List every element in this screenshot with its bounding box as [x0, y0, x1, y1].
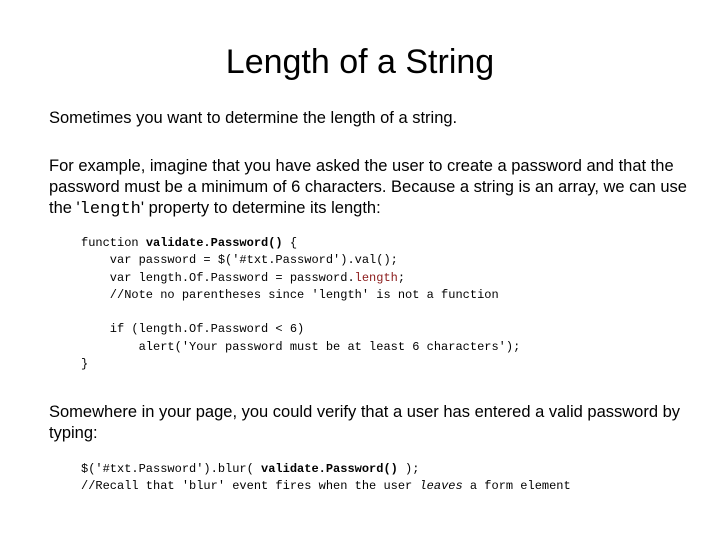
code-line-8: }	[81, 357, 89, 372]
code2-leaves-emphasis: leaves	[419, 479, 463, 494]
code-length-property: length	[354, 270, 398, 285]
code2-line-2	[81, 478, 571, 495]
code-keyword-function: function	[81, 236, 146, 250]
verify-paragraph: Somewhere in your page, you could verify that a user has entered a valid password by typing:	[49, 403, 681, 442]
code2-line-2-after: a form element	[462, 479, 571, 494]
code2-line-1	[81, 461, 571, 478]
code-line-1	[81, 235, 520, 252]
code2-function-name: validate.Password()	[261, 462, 398, 476]
code2-line-2-before: //Recall that 'blur' event fires when the user	[81, 479, 420, 494]
code2-line-1-after: );	[397, 462, 420, 476]
example-text-before: For example, imagine that you have asked the user to create a password and that the password must be a minimum of 6 characters. Because a string is an array, we can use the '	[49, 157, 687, 217]
inline-code-length: length	[79, 200, 141, 219]
code-block-blur-handler	[81, 461, 571, 496]
code-function-name: validate.Password()	[145, 236, 283, 250]
intro-paragraph: Sometimes you want to determine the length of a string.	[49, 109, 458, 127]
example-paragraph	[49, 156, 689, 220]
slide-title: Length of a String	[225, 43, 495, 81]
code-block-validate-function	[81, 235, 520, 373]
code-line-4: //Note no parentheses since 'length' is not a function	[81, 287, 499, 302]
code-line-5-blank	[81, 304, 520, 321]
code2-line-1-before: $('#txt.Password').blur(	[81, 462, 262, 476]
code-line-6: if (length.Of.Password < 6)	[81, 322, 305, 337]
code-brace-open: {	[282, 236, 298, 250]
code-line-3-before: var length.Of.Password = password.	[81, 270, 355, 285]
code-line-7: alert('Your password must be at least 6 characters');	[81, 339, 521, 354]
code-line-3	[81, 270, 520, 287]
code-line-2: var password = $('#txt.Password').val();	[81, 253, 398, 268]
code-line-3-after: ;	[397, 270, 406, 285]
example-text-after: ' property to determine its length:	[140, 199, 381, 217]
